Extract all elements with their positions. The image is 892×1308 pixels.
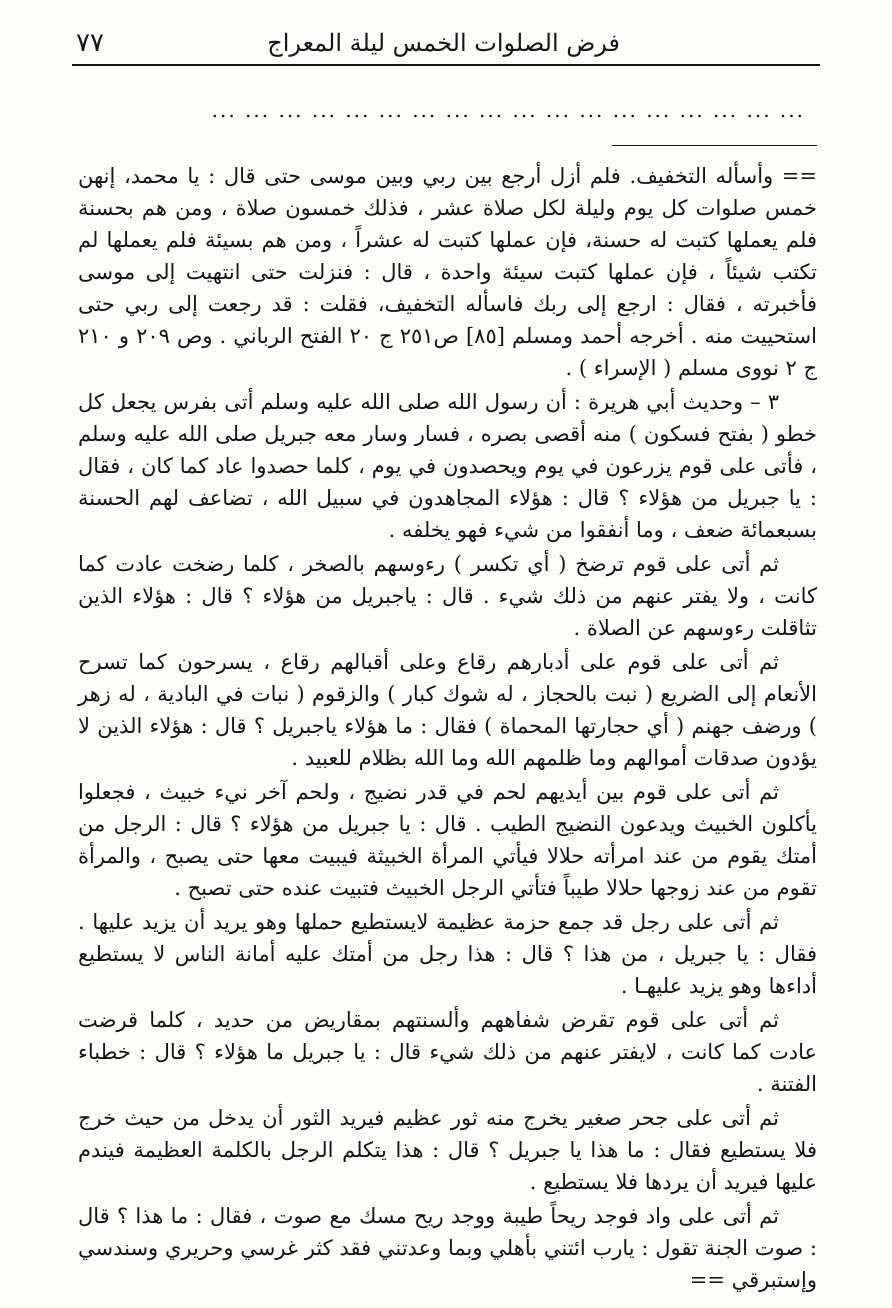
- header-rule: [72, 64, 820, 66]
- paragraph: ثم أتى على قوم تقرض شفاههم وألسنتهم بمقاريض من حديد ، كلما قرضت عادت كما كانت ، لايفتر عنهم من ذلك شيء قال : يا جبريل ما هؤلاء ؟ قال : خطباء الفتنة .: [78, 1008, 817, 1096]
- page-number: ٧٧: [76, 28, 104, 58]
- running-title: فرض الصلوات الخمس ليلة المعراج: [267, 29, 620, 57]
- footnote-rule: [612, 145, 817, 146]
- paragraph: ٣ – وحديث أبي هريرة : أن رسول الله صلى الله عليه وسلم أتى بفرس يجعل كل خطو ( بفتح فسكون ) منه أقصى بصره ، فسار وسار معه جبريل صلى الله عليه وسلم ، فأتى على قوم يزرعون في يوم ويحصدون في يوم ، كلما حصدوا عاد كما كان ، فقال : يا جبريل من هؤلاء ؟ قال : هؤلاء المجاهدون في سبيل الله ، تضاعف لهم الحسنة بسبعمائة ضعف ، وما أنفقوا من شيء فهو يخلفه .: [78, 390, 817, 542]
- paragraph: ثم أتى على قوم بين أيديهم لحم في قدر نضيج ، ولحم آخر نيء خبيث ، فجعلوا يأكلون الخبيث ويدعون النضيج الطيب . قال : يا جبريل من هؤلاء ؟ قال : الرجل من أمتك يقوم من عند امرأته حلالا فيأتي المرأة الخبيثة فيبيت معها حتى يصبح ، والمرأة تقوم من عند زوجها حلالا طيباً فتأتي الرجل الخبيث فتبيت عنده حتى تصبح .: [78, 780, 817, 900]
- paragraph: ثم أتى على رجل قد جمع حزمة عظيمة لايستطيع حملها وهو يريد أن يزيد عليها . فقال : يا جبريل ، من هذا ؟ قال : هذا رجل من أمتك عليه أمانة الناس لا يستطيع أداءها وهو يزيد عليهـا .: [78, 910, 817, 998]
- paragraph: == وأسأله التخفيف. فلم أزل أرجع بين ربي وبين موسى حتى قال : يا محمد، إنهن خمس صلوات كل يوم وليلة لكل صلاة عشر ، فذلك خمسون صلاة ، ومن هم بحسنة فلم يعملها كتبت له حسنة، فإن عملها كتبت له عشراً ، ومن هم بسيئة فلم يعملها لم تكتب شيئاً ، فإن عملها كتبت سيئة واحدة ، قال : فنزلت حتى انتهيت إلى موسى فأخبرته ، فقال : ارجع إلى ربك فاسأله التخفيف، فقلت : قد رجعت إلى ربي حتى استحييت منه . أخرجه أحمد ومسلم [٨٥] ص٢٥١ ج ٢٠ الفتح الرباني . وص ٢٠٩ و ٢١٠ ج ٢ نووى مسلم ( الإسراء ) .: [78, 164, 817, 380]
- paragraph: ثم أتى على جحر صغير يخرج منه ثور عظيم فيريد الثور أن يدخل من حيث خرج فلا يستطيع فقال : ما هذا يا جبريل ؟ قال : هذا يتكلم الرجل بالكلمة العظيمة فيندم عليها فيريد أن يردها فلا يستطيع .: [78, 1106, 817, 1194]
- ellipsis-line: ... ... ... ... ... ... ... ... ... ... ... ... ... ... ... ... ... ...: [211, 98, 805, 122]
- footnote-body: [78, 160, 817, 1298]
- paragraph: ثم أتى على قوم ترضخ ( أي تكسر ) رءوسهم بالصخر ، كلما رضخت عادت كما كانت ، ولا يفتر عنهم من ذلك شيء . قال : ياجبريل من هؤلاء ؟ قال : هؤلاء الذين تثاقلت رءوسهم عن الصلاة .: [78, 552, 817, 640]
- paragraph: ثم أتى على واد فوجد ريحاً طيبة ووجد ريح مسك مع صوت ، فقال : ما هذا ؟ قال : صوت الجنة تقول : يارب ائتني بأهلي وبما وعدتني فقد كثر غرسي وحريري وسندسي وإستبرقي ==: [78, 1204, 817, 1292]
- paragraph: ثم أتى على قوم على أدبارهم رقاع وعلى أقبالهم رقاع ، يسرحون كما تسرح الأنعام إلى الضريع ( نبت بالحجاز ، له شوك كبار ) والزقوم ( نبات في البادية ، له زهر ) ورضف جهنم ( أي حجارتها المحماة ) فقال : ما هؤلاء ياجبريل ؟ قال : هؤلاء الذين لا يؤدون صدقات أموالهم وما ظلمهم الله وما الله بظلام للعبيد .: [78, 650, 817, 770]
- page-header: [72, 22, 820, 62]
